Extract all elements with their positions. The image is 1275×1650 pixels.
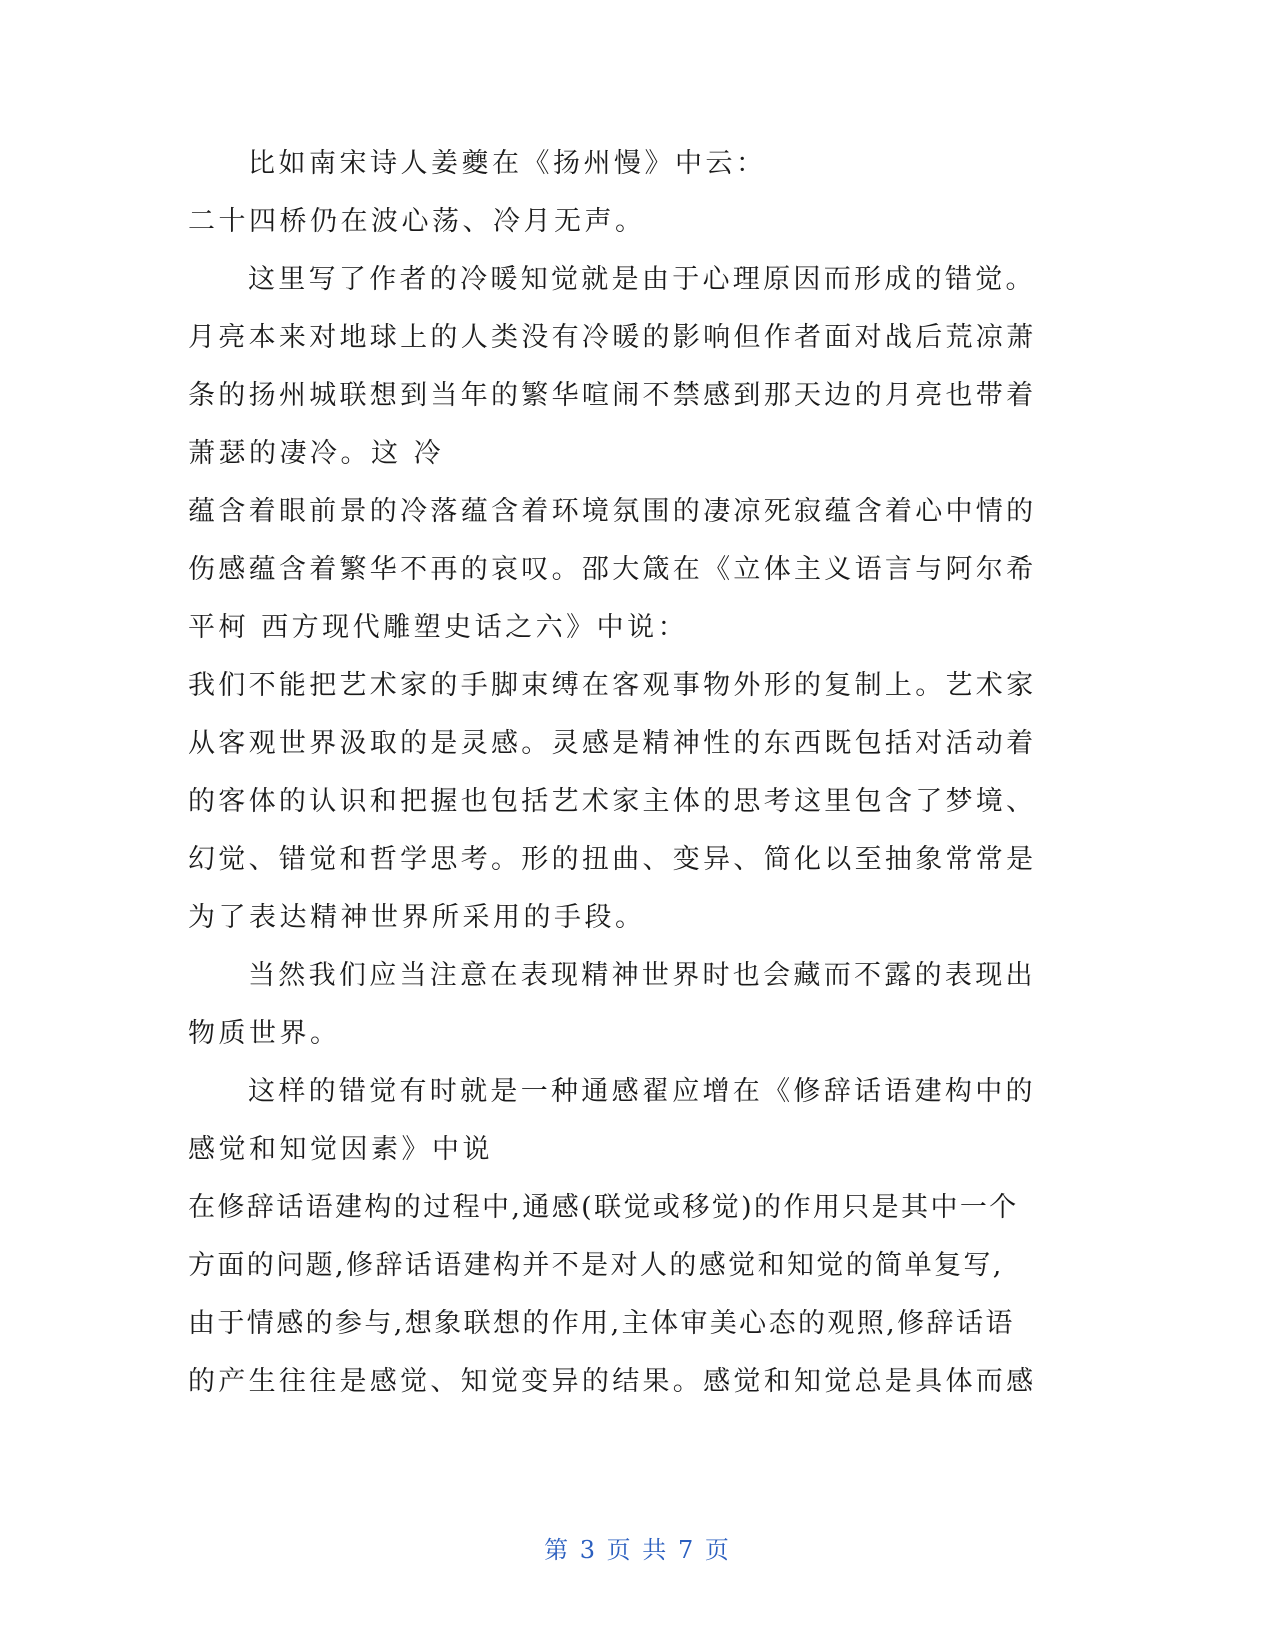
text-line: 物质世界。	[188, 1018, 341, 1049]
text-line: 在修辞话语建构的过程中,通感(联觉或移觉)的作用只是其中一个	[188, 1192, 1019, 1223]
text-line: 为了表达精神世界所采用的手段。	[188, 902, 646, 933]
text-line: 的客体的认识和把握也包括艺术家主体的思考这里包含了梦境、	[188, 786, 1037, 817]
text-line: 月亮本来对地球上的人类没有冷暖的影响但作者面对战后荒凉萧	[188, 322, 1037, 353]
text-line: 我们不能把艺术家的手脚束缚在客观事物外形的复制上。艺术家	[188, 670, 1037, 701]
text-line: 条的扬州城联想到当年的繁华喧闹不禁感到那天边的月亮也带着	[188, 380, 1037, 411]
text-line: 平柯 西方现代雕塑史话之六》中说：	[188, 612, 689, 643]
text-line: 感觉和知觉因素》中说	[188, 1134, 493, 1165]
text-line: 从客观世界汲取的是灵感。灵感是精神性的东西既包括对活动着	[188, 728, 1037, 759]
text-line: 蕴含着眼前景的冷落蕴含着环境氛围的凄凉死寂蕴含着心中情的	[188, 496, 1037, 527]
text-line: 比如南宋诗人姜夔在《扬州慢》中云：	[248, 148, 767, 179]
text-line: 的产生往往是感觉、知觉变异的结果。感觉和知觉总是具体而感	[188, 1366, 1037, 1397]
text-line: 由于情感的参与,想象联想的作用,主体审美心态的观照,修辞话语	[188, 1308, 1015, 1339]
text-line: 这里写了作者的冷暖知觉就是由于心理原因而形成的错觉。	[248, 264, 1036, 295]
text-line: 当然我们应当注意在表现精神世界时也会藏而不露的表现出	[248, 960, 1036, 991]
text-line: 二十四桥仍在波心荡、冷月无声。	[188, 206, 646, 237]
page-number-footer: 第 3 页 共 7 页	[544, 1536, 731, 1564]
text-line: 方面的问题,修辞话语建构并不是对人的感觉和知觉的简单复写,	[188, 1250, 1004, 1281]
text-line: 这样的错觉有时就是一种通感翟应增在《修辞话语建构中的	[248, 1076, 1036, 1107]
text-line: 幻觉、错觉和哲学思考。形的扭曲、变异、简化以至抽象常常是	[188, 844, 1037, 875]
text-line: 萧瑟的凄冷。这 冷	[188, 438, 445, 469]
text-line: 伤感蕴含着繁华不再的哀叹。邵大箴在《立体主义语言与阿尔希	[188, 554, 1037, 585]
